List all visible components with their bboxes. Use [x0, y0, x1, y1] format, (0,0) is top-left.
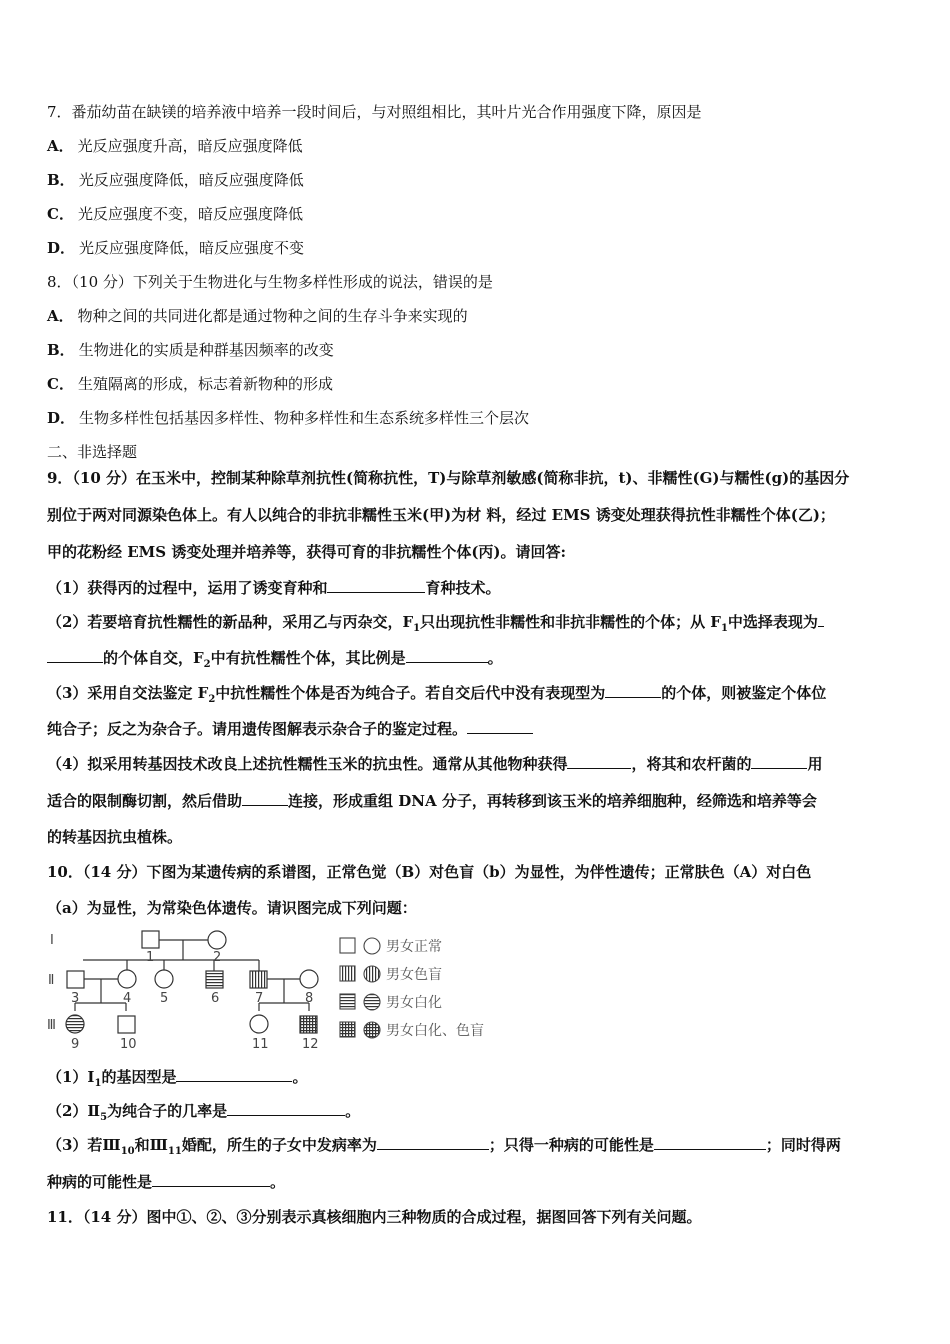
option-text: 生物多样性包括基因多样性、物种多样性和生态系统多样性三个层次 [79, 409, 530, 427]
subscript: 1 [94, 1078, 102, 1089]
text-segment: 种病的可能性是 [47, 1173, 153, 1191]
answer-blank[interactable] [751, 754, 807, 769]
pedigree-lines [75, 940, 309, 1011]
q7-option-d [47, 238, 304, 258]
subscript: 2 [203, 659, 211, 670]
text-segment: 适合的限制酶切割，然后借助 [47, 792, 243, 810]
individual-9-albino-female [66, 1015, 84, 1033]
q9-part3-line1 [47, 683, 826, 710]
option-text: 物种之间的共同进化都是通过物种之间的生存斗争来实现的 [77, 307, 468, 325]
option-label: C． [47, 205, 74, 223]
legend-colorblind-male-icon [340, 966, 355, 981]
q7-option-a [47, 136, 303, 156]
individual-label-2: 2 [213, 950, 222, 965]
q8-option-c [47, 374, 333, 394]
q10-part1 [47, 1067, 307, 1094]
answer-blank[interactable] [47, 648, 103, 663]
generation-label-3: Ⅲ [47, 1018, 56, 1033]
q9-part2-line2 [47, 648, 503, 675]
subscript: 11 [167, 1146, 182, 1157]
text-segment: ；只得一种病的可能性是 [488, 1136, 654, 1154]
legend-albino-male-icon [340, 994, 355, 1009]
generation-label-1: Ⅰ [50, 933, 54, 948]
q10-part3-line2 [47, 1172, 285, 1192]
individual-label-7: 7 [255, 991, 264, 1006]
q9-part1 [47, 578, 500, 598]
q8-option-b [47, 340, 334, 360]
q8-option-d [47, 408, 529, 428]
q9-line3: 甲的花粉经 EMS 诱变处理并培养等，获得可育的非抗糯性个体(丙)。请回答: [47, 543, 567, 561]
legend-albino-female-icon [364, 994, 380, 1010]
q7-stem: 7．番茄幼苗在缺镁的培养液中培养一段时间后，与对照组相比，其叶片光合作用强度下降，原因是 [47, 103, 702, 121]
individual-label-11: 11 [252, 1037, 269, 1052]
legend-normal-label: 男女正常 [386, 939, 442, 955]
q9-line2: 别位于两对同源染色体上。有人以纯合的非抗非糯性玉米(甲)为材 料，经过 EMS 诱变处理获得抗性非糯性个体(乙)； [47, 506, 835, 524]
section-heading: 二、非选择题 [47, 443, 138, 461]
q9-part4-line2 [47, 791, 817, 811]
q11-stem: 11．（14 分）图中①、②、③分别表示真核细胞内三种物质的合成过程，据图回答下列有关问题。 [47, 1208, 702, 1226]
individual-label-4: 4 [123, 991, 132, 1006]
text-segment: （3）采用自交法鉴定 F [47, 684, 209, 702]
q9-part4-line3: 的转基因抗虫植株。 [47, 828, 183, 846]
text-segment: （1）Ⅰ [47, 1068, 95, 1086]
q9-part4-line1 [47, 754, 822, 774]
text-segment: 。 [345, 1102, 361, 1120]
text-segment: 的个体，则被鉴定个体位 [661, 684, 827, 702]
option-text: 光反应强度升高，暗反应强度降低 [77, 137, 303, 155]
q10-part3-line1 [47, 1135, 841, 1162]
answer-blank[interactable] [242, 791, 288, 806]
text-segment: （3）若Ⅲ [47, 1136, 121, 1154]
option-text: 生物进化的实质是种群基因频率的改变 [78, 341, 334, 359]
answer-blank[interactable] [467, 719, 533, 734]
answer-blank[interactable] [152, 1172, 270, 1187]
option-label: D． [47, 409, 76, 427]
q10-line2: （a）为显性，为常染色体遗传。请识图完成下列问题： [47, 899, 417, 917]
q9-line1: 9．（10 分）在玉米中，控制某种除草剂抗性(简称抗性，T)与除草剂敏感(简称非抗，t)、非糯性(G)与糯性(g)的基因分 [47, 469, 850, 487]
individual-2-female [208, 931, 226, 949]
text-segment: （4）拟采用转基因技术改良上述抗性糯性玉米的抗虫性。通常从其他物种获得 [47, 755, 568, 773]
individual-11-female [250, 1015, 268, 1033]
individual-12-albino-colorblind-male [300, 1016, 317, 1033]
legend-normal-male-icon [340, 938, 355, 953]
text-segment: 为纯合子的几率是 [107, 1102, 228, 1120]
text-segment: （1）获得丙的过程中，运用了诱变育种和 [47, 579, 328, 597]
option-text: 光反应强度降低，暗反应强度不变 [79, 239, 305, 257]
option-text: 光反应强度不变，暗反应强度降低 [77, 205, 303, 223]
text-segment: 育种技术。 [425, 579, 501, 597]
option-label: A． [47, 137, 74, 155]
individual-4-female [118, 970, 136, 988]
q9-part2-line1 [47, 612, 824, 639]
q7-option-c [47, 204, 303, 224]
option-text: 生殖隔离的形成，标志着新物种的形成 [77, 375, 333, 393]
individual-label-9: 9 [71, 1037, 80, 1052]
pedigree-legend [340, 938, 484, 1039]
individual-6-albino-male [206, 971, 223, 988]
individual-label-5: 5 [160, 991, 169, 1006]
text-segment: （2）Ⅱ [47, 1102, 101, 1120]
text-segment: 。 [487, 649, 503, 667]
legend-colorblind-label: 男女色盲 [386, 967, 442, 983]
text-segment: 的基因型是 [101, 1068, 177, 1086]
legend-colorblind-female-icon [364, 966, 380, 982]
individual-label-6: 6 [211, 991, 220, 1006]
option-label: A． [47, 307, 74, 325]
individual-label-3: 3 [71, 991, 80, 1006]
text-segment: ，将其和农杆菌的 [631, 755, 752, 773]
individual-3-male [67, 971, 84, 988]
legend-both-label: 男女白化、色盲 [386, 1023, 484, 1039]
text-segment: 纯合子；反之为杂合子。请用遗传图解表示杂合子的鉴定过程。 [47, 720, 468, 738]
individual-label-12: 12 [302, 1037, 319, 1052]
individual-label-1: 1 [146, 950, 155, 965]
legend-both-male-icon [340, 1022, 355, 1037]
q10-part2 [47, 1101, 360, 1128]
subscript: 5 [100, 1112, 108, 1123]
legend-both-female-icon [364, 1022, 380, 1038]
option-text: 光反应强度降低，暗反应强度降低 [78, 171, 304, 189]
subscript: 2 [208, 694, 216, 705]
individual-1-male [142, 931, 159, 948]
q10-line1: 10．（14 分）下图为某遗传病的系谱图，正常色觉（B）对色盲（b）为显性，为伴性遗传；正常肤色（A）对白色 [47, 863, 812, 881]
individual-7-colorblind-male [250, 971, 267, 988]
text-segment: 中选择表现为 [727, 613, 818, 631]
text-segment: 。 [270, 1173, 286, 1191]
text-segment: 。 [292, 1068, 308, 1086]
legend-normal-female-icon [364, 938, 380, 954]
individual-label-10: 10 [120, 1037, 137, 1052]
subscript: 1 [720, 623, 728, 634]
answer-blank[interactable] [605, 683, 661, 698]
text-segment: 婚配，所生的子女中发病率为 [181, 1136, 377, 1154]
option-label: B． [47, 171, 75, 189]
text-segment: 连接，形成重组 DNA 分子，再转移到该玉米的培养细胞种，经筛选和培养等会 [288, 792, 817, 810]
answer-blank[interactable] [176, 1067, 292, 1082]
answer-blank[interactable] [654, 1135, 766, 1150]
answer-blank[interactable] [377, 1135, 489, 1150]
q9-part3-line2 [47, 719, 533, 739]
individual-label-8: 8 [305, 991, 314, 1006]
answer-blank[interactable] [327, 578, 425, 593]
text-segment: 中抗性糯性个体是否为纯合子。若自交后代中没有表现型为 [215, 684, 606, 702]
text-segment: 中有抗性糯性个体，其比例是 [210, 649, 406, 667]
individual-8-female [300, 970, 318, 988]
text-segment: 的个体自交，F [103, 649, 204, 667]
text-segment: 用 [807, 755, 823, 773]
individual-5-female [155, 970, 173, 988]
q8-stem: 8．（10 分）下列关于生物进化与生物多样性形成的说法，错误的是 [47, 273, 493, 291]
text-segment: 和Ⅲ [134, 1136, 168, 1154]
option-label: D． [47, 239, 76, 257]
legend-albino-label: 男女白化 [386, 995, 442, 1011]
text-segment: （2）若要培育抗性糯性的新品种，采用乙与丙杂交，F [47, 613, 414, 631]
answer-blank[interactable] [818, 612, 824, 627]
answer-blank[interactable] [227, 1101, 345, 1116]
option-label: C． [47, 375, 74, 393]
option-label: B． [47, 341, 75, 359]
individual-10-male [118, 1016, 135, 1033]
answer-blank[interactable] [406, 648, 488, 663]
generation-label-2: Ⅱ [48, 973, 55, 988]
q7-option-b [47, 170, 304, 190]
pedigree-diagram [45, 928, 515, 1053]
text-segment: 只出现抗性非糯性和非抗非糯性的个体；从 F [420, 613, 721, 631]
subscript: 1 [413, 623, 421, 634]
q8-option-a [47, 306, 468, 326]
answer-blank[interactable] [567, 754, 631, 769]
subscript: 10 [120, 1146, 135, 1157]
text-segment: ；同时得两 [765, 1136, 841, 1154]
